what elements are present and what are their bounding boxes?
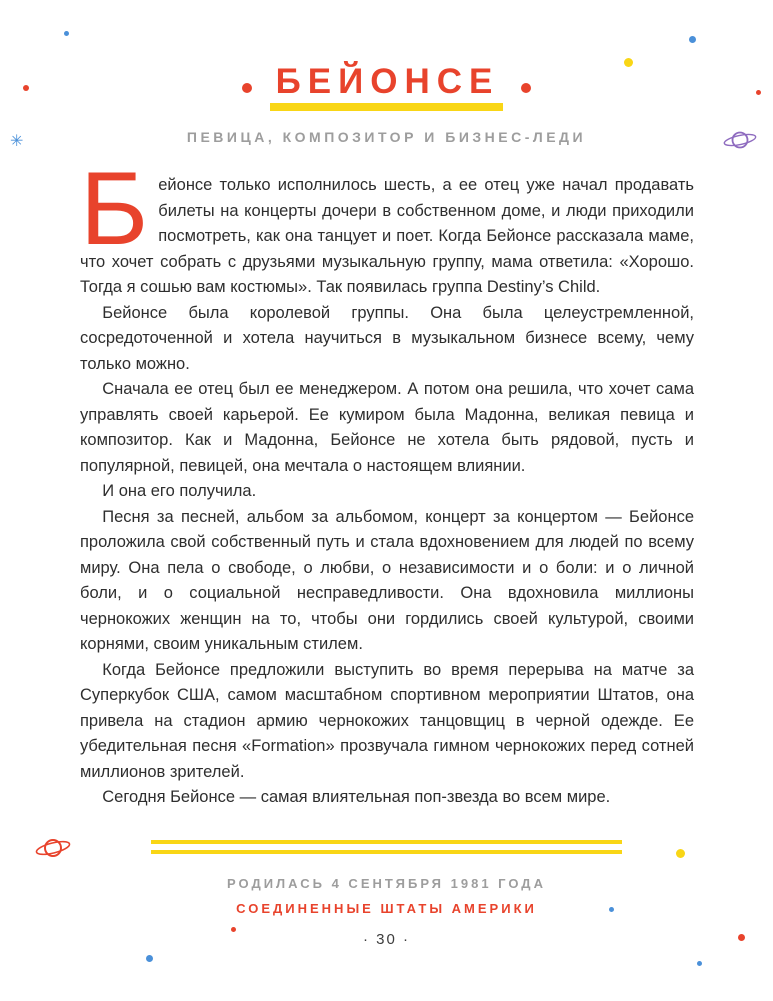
decor-dot-blue: [689, 36, 696, 43]
title-dot-left: [242, 83, 252, 93]
footer-double-rule: [151, 840, 622, 854]
chapter-title-row: [0, 64, 773, 111]
paragraph: И она его получила.: [102, 482, 257, 500]
country-line: СОЕДИНЕННЫЕ ШТАТЫ АМЕРИКИ: [236, 901, 537, 916]
decor-dot-blue: [64, 31, 69, 36]
decor-dot-yellow: [676, 849, 685, 858]
decor-dot-blue: [697, 961, 702, 966]
birth-date-line: РОДИЛАСЬ 4 СЕНТЯБРЯ 1981 ГОДА: [227, 876, 546, 891]
dropcap-letter: Б: [80, 151, 149, 267]
title-dot-right: [521, 83, 531, 93]
planet-icon: [34, 835, 72, 861]
paragraph: Бейонсе была королевой группы. Она была целеустремленной, сосредоточенной и хотела научиться в музыкальном бизнесе всему, чему только можно.: [80, 303, 694, 373]
paragraph-with-dropcap: [80, 151, 694, 301]
paragraph: Сегодня Бейонсе — самая влиятельная поп-звезда во всем мире.: [102, 788, 611, 806]
paragraph: Когда Бейонсе предложили выступить во время перерыва на матче за Суперкубок США, самом масштабном спортивном мероприятии Штатов, она привела на стадион армию чернокожих танцовщиц в черной одежде. Ее убедительная песня «Formation» прозвучала гимном чернокожих перед сотней миллионов зрителей.: [80, 660, 694, 781]
paragraph-text: ейонсе только исполнилось шесть, а ее отец уже начал продавать билеты на концерты дочери в собственном доме, и люди приходили посмотреть, как она танцует и поет. Когда Бейонсе рассказала маме, что хочет собрать с друзьями музыкальную группу, мама ответила: «Хорошо. Тогда я сошью вам костюмы». Так появилась группа Destiny’s Child.: [80, 176, 694, 296]
sparkle-icon: ✳: [10, 133, 24, 150]
page-title: БЕЙОНСЕ: [270, 64, 504, 111]
page-number: · 30 ·: [362, 931, 410, 948]
body-text: [80, 151, 694, 811]
decor-dot-blue: [146, 955, 153, 962]
paragraph: Сначала ее отец был ее менеджером. А потом она решила, что хочет сама управлять своей карьерой. Ее кумиром была Мадонна, великая певица и композитор. Как и Мадонна, Бейонсе не хотела быть рядовой, пусть и популярной, певицей, она мечтала о настоящем влиянии.: [80, 380, 694, 475]
paragraph: Песня за песней, альбом за альбомом, концерт за концертом — Бейонсе проложила свой собственный путь и стала вдохновением для людей по всему миру. Она пела о свободе, о любви, о независимости и о боли: и о личной боли, и о социальной несправедливости. Она вдохновила миллионы чернокожих женщин на то, чтобы они гордились своей культурой, своими корнями, своим уникальным стилем.: [80, 507, 694, 653]
page-subtitle: ПЕВИЦА, КОМПОЗИТОР И БИЗНЕС-ЛЕДИ: [186, 129, 587, 145]
